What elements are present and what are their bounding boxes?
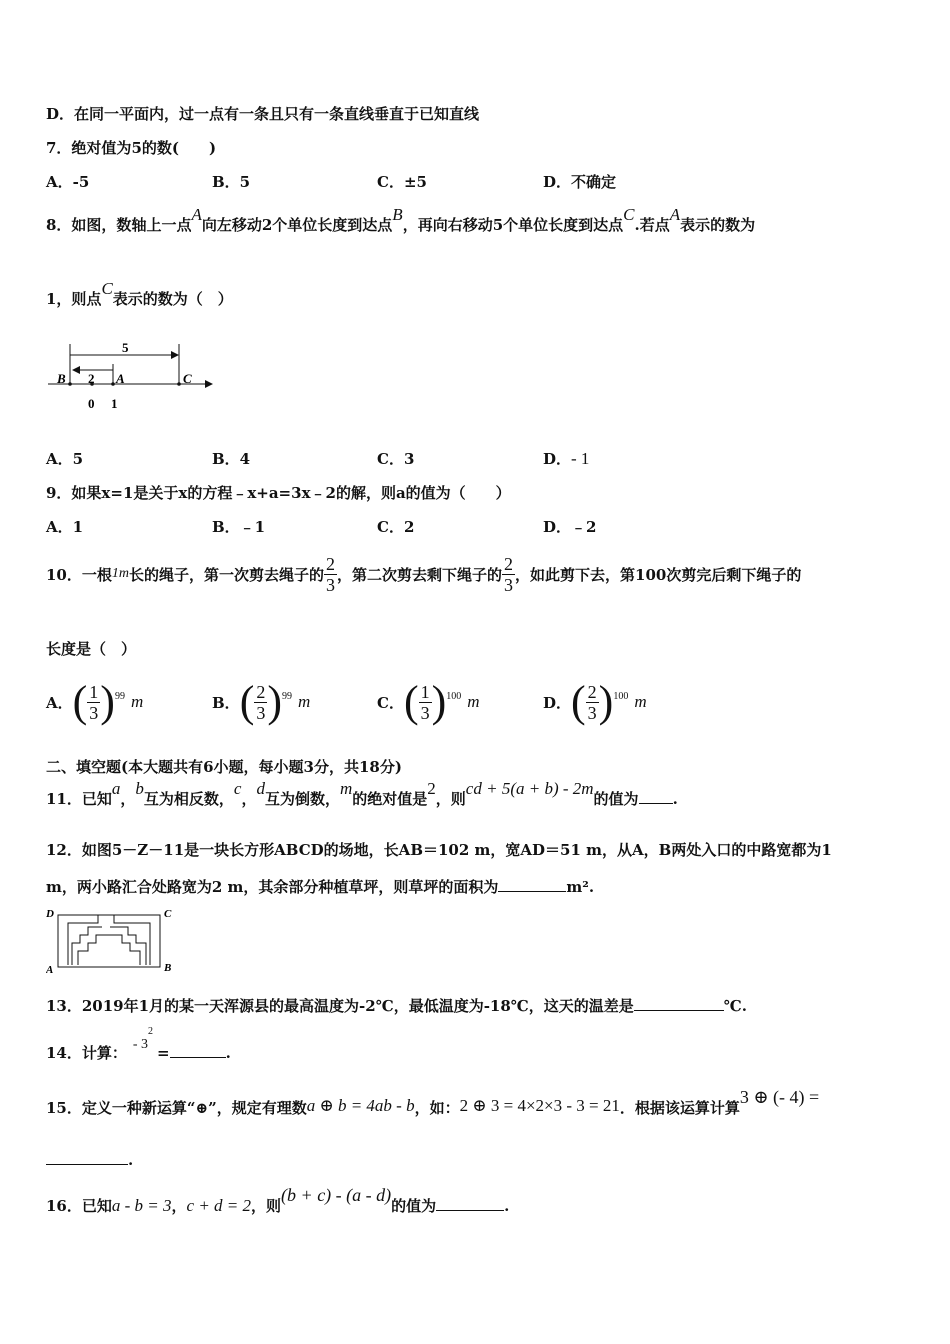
q9-stem: 9．如果x=1是关于x的方程﹣x+a=3x﹣2的解，则a的值为（ ） bbox=[46, 484, 511, 502]
q15-example: 2 ⊕ 3 = 4×2×3 - 3 = 21 bbox=[459, 1096, 620, 1115]
number-line-figure bbox=[48, 338, 218, 418]
fig-label-b: B bbox=[57, 371, 66, 386]
fig-tick-1: 1 bbox=[111, 396, 118, 411]
fig-length-2: 2 bbox=[88, 371, 95, 386]
q13-stem: 13．2019年1月的某一天浑源县的最高温度为-2℃，最低温度为-18℃，这天的温差是 ℃. bbox=[46, 997, 747, 1015]
q12-stem-line1: 12．如图5－Z－11是一块长方形ABCD的场地，长AB＝102 m，宽AD＝51 m，从A，B两处入口的中路宽都为1 bbox=[46, 841, 832, 859]
fraction-two-thirds: $\frac{2}{3}$ bbox=[326, 553, 336, 595]
q14-answer-blank[interactable] bbox=[170, 1043, 226, 1058]
field-label-a: A bbox=[46, 964, 54, 976]
q7-option-d[interactable]: D．不确定 bbox=[543, 173, 617, 191]
field-label-b: B bbox=[164, 962, 172, 974]
fig-length-5: 5 bbox=[122, 340, 129, 355]
q10-option-c[interactable]: C． ( $\frac{1}{3}$ ) 100 m bbox=[377, 677, 480, 726]
q10-stem-line2: 长度是（ ） bbox=[46, 640, 137, 658]
q8-stem-line1: 8．如图，数轴上一点A向左移动2个单位长度到达点B，再向右移动5个单位长度到达点C.若点A表示的数为 bbox=[46, 205, 756, 234]
q10-stem-line1: 10．一根 1m 长的绳子，第一次剪去绳子的 $\frac{2}{3}$ ，第二次剪去剩下绳子的 $\frac{2}{3}$ ，如此剪下去，第100次剪完后剩下绳子的 bbox=[46, 553, 802, 595]
q10-options bbox=[46, 674, 746, 730]
q7-option-b[interactable]: B．5 bbox=[212, 173, 251, 191]
q11-stem: 11．已知a，b互为相反数，c，d互为倒数，m的绝对值是2，则cd + 5(a + b) - 2m的值为 . bbox=[46, 779, 678, 808]
field-label-d: D bbox=[46, 908, 54, 920]
q16-stem: 16．已知a - b = 3，c + d = 2，则(b + c) - (a - d)的值为 . bbox=[46, 1185, 510, 1215]
q15-answer-blank[interactable] bbox=[46, 1150, 128, 1165]
q15-stem: 15．定义一种新运算“⊕”，规定有理数a ⊕ b = 4ab - b，如：2 ⊕ 3 = 4×2×3 - 3 = 21．根据该运算计算3 ⊕ (- 4) = bbox=[46, 1087, 820, 1117]
q13-answer-blank[interactable] bbox=[634, 996, 724, 1011]
q16-answer-blank[interactable] bbox=[436, 1196, 504, 1211]
q10-option-a[interactable]: A． ( $\frac{1}{3}$ ) 99 m bbox=[46, 677, 144, 726]
q11-expression: cd + 5(a + b) - 2m bbox=[465, 779, 594, 798]
q14-expression: - 3 bbox=[132, 1037, 149, 1052]
q14-stem: 14．计算： - $3^2=$ . bbox=[46, 1026, 231, 1062]
q11-answer-blank[interactable] bbox=[639, 789, 673, 804]
q9-option-a[interactable]: A．1 bbox=[46, 518, 84, 536]
q15-definition: a ⊕ b = 4ab - b bbox=[306, 1096, 415, 1115]
q10-option-d[interactable]: D． ( $\frac{2}{3}$ ) 100 m bbox=[543, 677, 647, 726]
q15-calc: 3 ⊕ (- 4) = bbox=[739, 1087, 820, 1107]
q6-option-d: D．在同一平面内，过一点有一条且只有一条直线垂直于已知直线 bbox=[46, 105, 480, 123]
fig-label-c: C bbox=[183, 371, 192, 386]
q8-option-d[interactable]: D．- 1 bbox=[543, 449, 590, 468]
q8-stem-line2: 1，则点C表示的数为（ ） bbox=[46, 279, 233, 308]
q12-answer-blank[interactable] bbox=[498, 877, 566, 892]
q16-eq1: a - b = 3 bbox=[111, 1196, 172, 1215]
point-a-symbol-2: A bbox=[669, 205, 681, 224]
point-c-symbol: C bbox=[623, 205, 635, 224]
point-b-symbol: B bbox=[392, 205, 403, 224]
section-2-title: 二、填空题(本大题共有6小题，每小题3分，共18分) bbox=[46, 758, 402, 776]
q7-stem: 7．绝对值为5的数( ) bbox=[46, 139, 217, 157]
q12-stem-line2: m，两小路汇合处路宽为2 m，其余部分种植草坪，则草坪的面积为 m². bbox=[46, 878, 595, 896]
q8-option-b[interactable]: B．4 bbox=[212, 450, 251, 468]
q16-expression: (b + c) - (a - d) bbox=[281, 1185, 392, 1205]
q9-option-c[interactable]: C．2 bbox=[377, 518, 415, 536]
point-c-symbol-2: C bbox=[101, 279, 113, 298]
q15-answer-line: . bbox=[46, 1150, 133, 1169]
q9-option-d[interactable]: D．﹣2 bbox=[543, 518, 597, 536]
field-label-c: C bbox=[164, 908, 172, 920]
q7-option-c[interactable]: C．±5 bbox=[377, 173, 427, 191]
point-a-symbol: A bbox=[191, 205, 202, 224]
q8-option-a[interactable]: A．5 bbox=[46, 450, 84, 468]
field-figure bbox=[46, 905, 186, 977]
q9-option-b[interactable]: B．﹣1 bbox=[212, 518, 266, 536]
q16-eq2: c + d = 2 bbox=[186, 1196, 252, 1215]
fig-label-a: A bbox=[116, 371, 125, 386]
q10-option-b[interactable]: B． ( $\frac{2}{3}$ ) 99 m bbox=[212, 677, 311, 726]
q8-option-c[interactable]: C．3 bbox=[377, 450, 415, 468]
fraction-two-thirds-2: $\frac{2}{3}$ bbox=[504, 553, 514, 595]
q7-option-a[interactable]: A．-5 bbox=[46, 173, 90, 191]
fig-tick-0: 0 bbox=[88, 396, 95, 411]
